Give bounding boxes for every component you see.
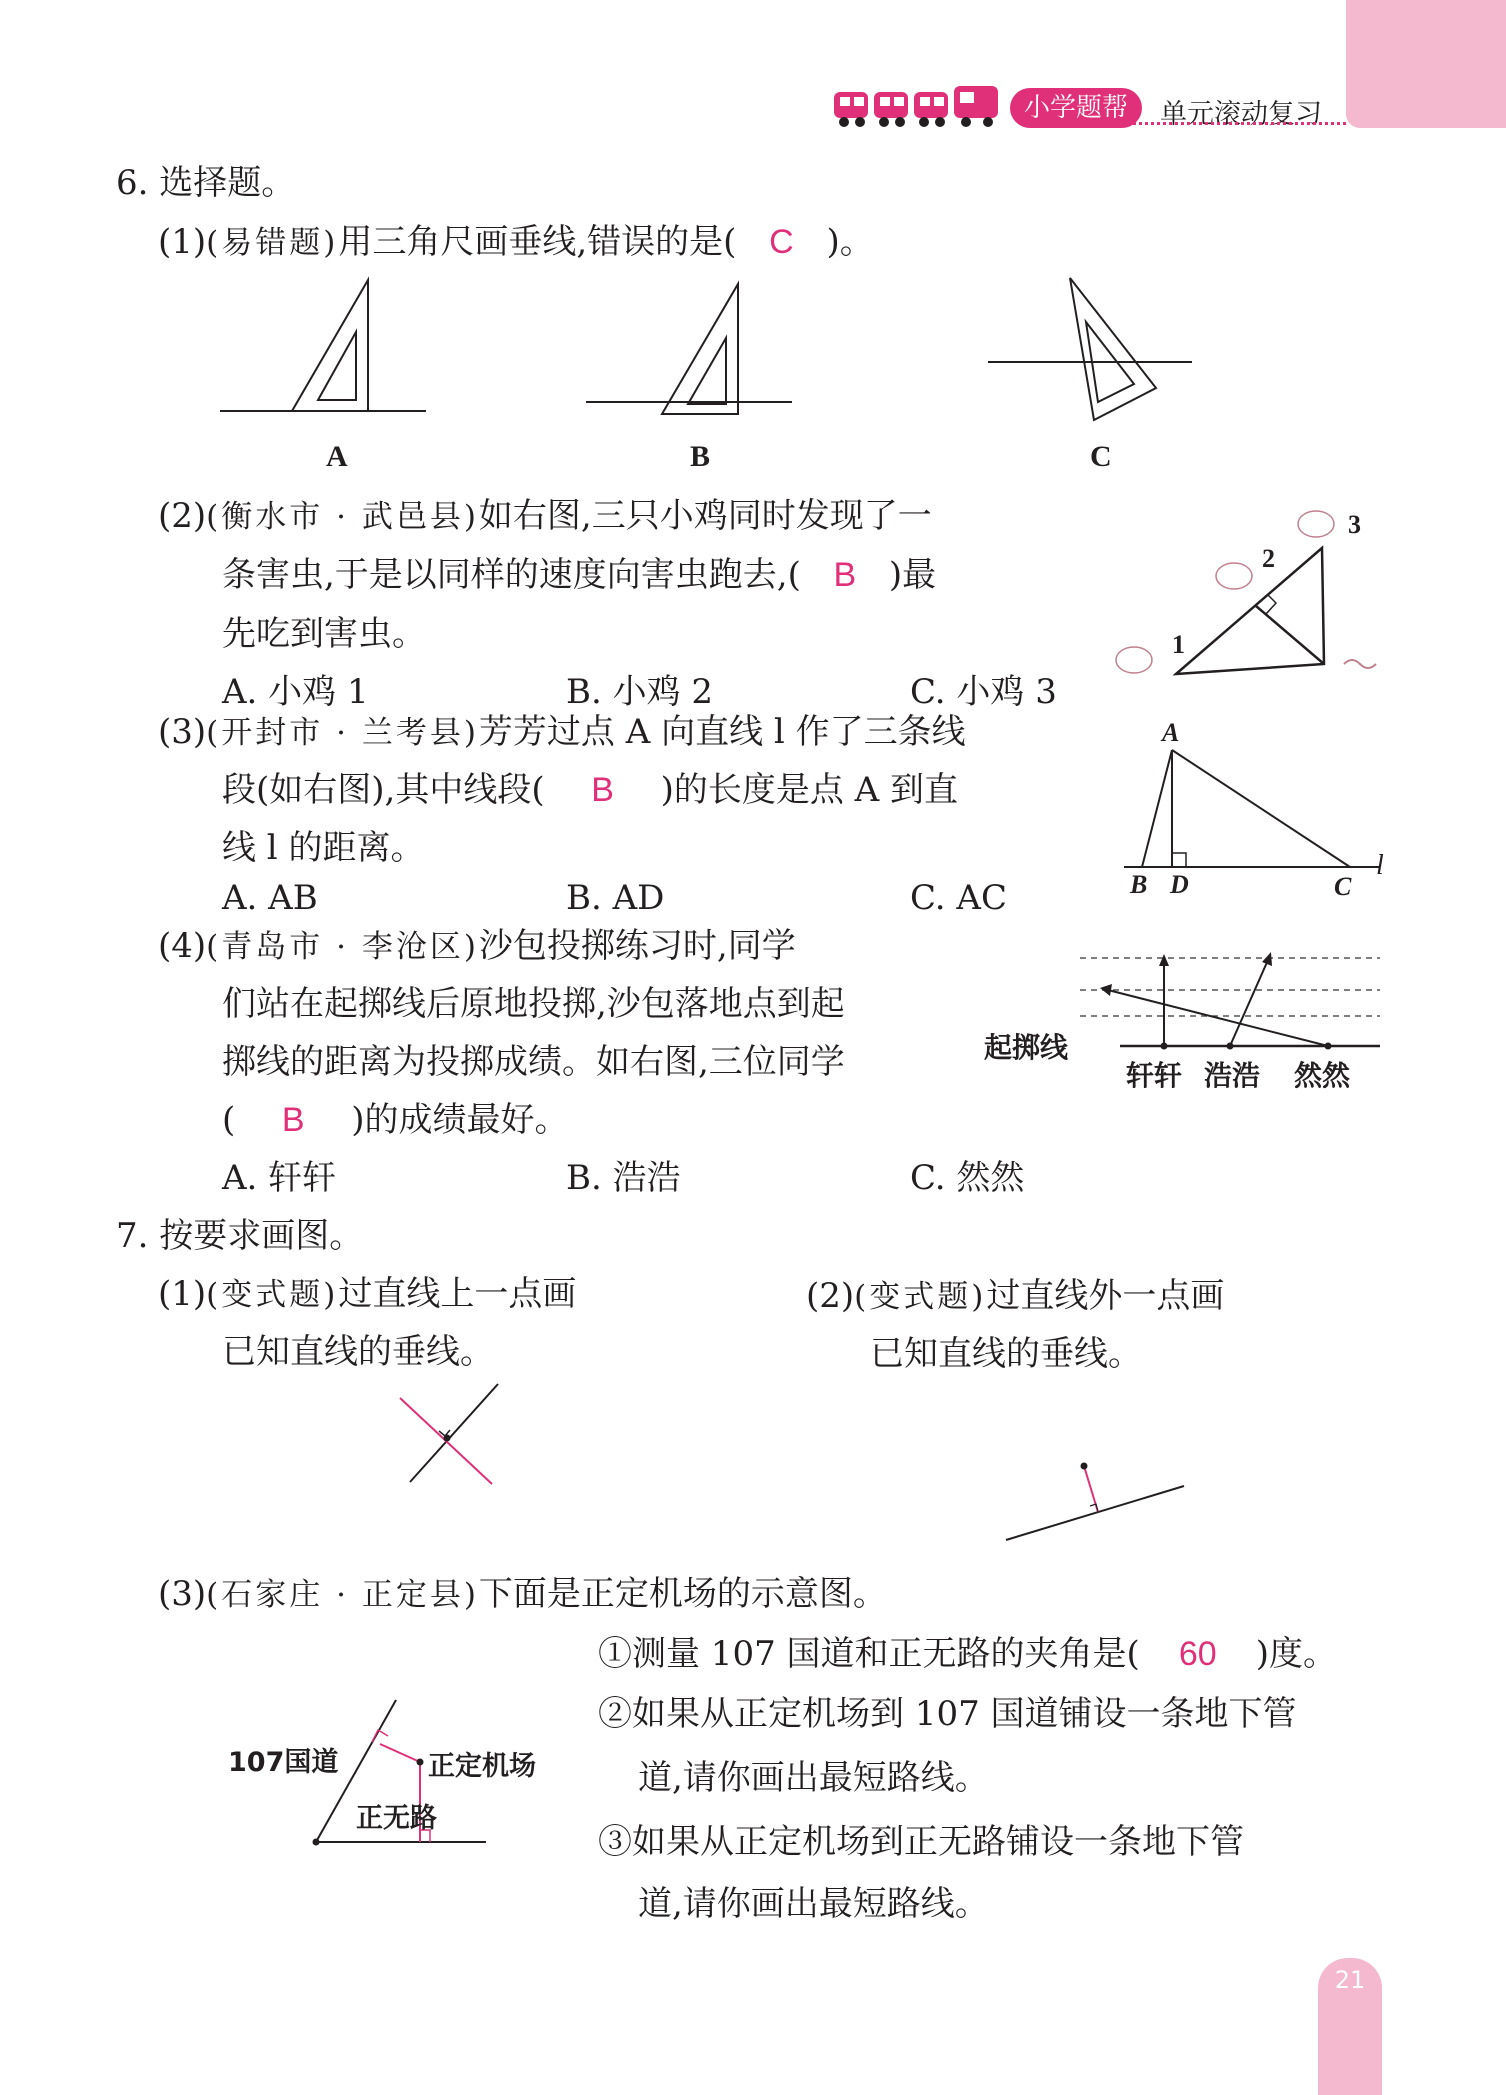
q7-title: 7. 按要求画图。 xyxy=(116,1216,364,1256)
q6-3-text-2a: 段(如右图),其中线段( xyxy=(222,770,545,810)
thrower-ranran: 然然 xyxy=(1294,1059,1351,1092)
chick-label-1: 1 xyxy=(1172,630,1185,659)
figure-label-b: B xyxy=(690,440,711,473)
q7-3-text: 下面是正定机场的示意图。 xyxy=(478,1574,887,1614)
q6-2-text-2a: 条害虫,于是以同样的速度向害虫跑去,( xyxy=(222,555,801,595)
q6-4-text-1: 沙包投掷练习时,同学 xyxy=(478,926,796,966)
throw-line-label: 起掷线 xyxy=(984,1031,1069,1064)
q6-4-option-b[interactable]: B. 浩浩 xyxy=(566,1158,681,1198)
q7-2-line2: 已知直线的垂线。 xyxy=(870,1334,1142,1374)
q6-3-text-2b: )的长度是点 A 到直 xyxy=(660,770,959,810)
q7-3-sub2-line2: 道,请你画出最短路线。 xyxy=(638,1758,989,1798)
q6-3-source: (开封市 · 兰考县) xyxy=(206,715,479,751)
q6-4-option-a[interactable]: A. 轩轩 xyxy=(222,1158,337,1198)
q6-1-text-b: )。 xyxy=(826,222,874,262)
q6-3-option-a[interactable]: A. AB xyxy=(222,878,318,918)
q7-1-line2: 已知直线的垂线。 xyxy=(222,1332,494,1372)
q6-3-text-1: 芳芳过点 A 向直线 l 作了三条线 xyxy=(478,712,966,752)
q6-4-text-4a: ( xyxy=(222,1100,236,1140)
label-route-107: 107国道 xyxy=(228,1747,339,1778)
q6-2-num: (2) xyxy=(158,496,207,536)
q6-4-text-4b: )的成绩最好。 xyxy=(351,1100,569,1140)
q7-1-source: (变式题) xyxy=(206,1277,339,1313)
perpendicular-on-line-figure xyxy=(400,1380,510,1490)
q6-4-source: (青岛市 · 李沧区) xyxy=(206,929,479,965)
q7-3-sub2-line1: ②如果从正定机场到 107 国道铺设一条地下管 xyxy=(598,1694,1297,1734)
q6-2-source: (衡水市 · 武邑县) xyxy=(206,499,479,535)
q7-3-source: (石家庄 · 正定县) xyxy=(206,1577,479,1613)
q7-3-line1 xyxy=(158,1566,887,1615)
corner-tab xyxy=(1346,0,1506,128)
q6-4-num: (4) xyxy=(158,926,207,966)
point-label-c: C xyxy=(1334,872,1352,901)
thrower-xuanxuan: 轩轩 xyxy=(1126,1059,1183,1092)
q7-1-line1 xyxy=(158,1266,576,1315)
set-square-figure-c xyxy=(988,276,1198,424)
q7-1-text-1: 过直线上一点画 xyxy=(338,1274,577,1314)
q6-2-line3: 先吃到害虫。 xyxy=(222,614,426,654)
q6-2-option-a[interactable]: A. 小鸡 1 xyxy=(222,672,369,712)
q6-3-option-c[interactable]: C. AC xyxy=(910,878,1007,918)
point-label-a: A xyxy=(1162,718,1180,747)
q6-4-line2: 们站在起掷线后原地投掷,沙包落地点到起 xyxy=(222,984,845,1024)
q6-3-num: (3) xyxy=(158,712,207,752)
q6-2-line2 xyxy=(222,547,936,596)
q6-2-option-c[interactable]: C. 小鸡 3 xyxy=(910,672,1057,712)
throwing-figure xyxy=(1080,938,1384,1058)
train-icon xyxy=(832,82,1002,130)
q6-4-answer[interactable]: B xyxy=(281,1101,305,1139)
point-label-b: B xyxy=(1130,870,1148,899)
point-label-d: D xyxy=(1170,870,1189,899)
q6-1-source: (易错题) xyxy=(206,225,339,261)
q7-2-text-1: 过直线外一点画 xyxy=(986,1276,1225,1316)
q6-4-line3: 掷线的距离为投掷成绩。如右图,三位同学 xyxy=(222,1042,845,1082)
set-square-figure-b xyxy=(586,282,796,418)
perpendicular-from-point-figure xyxy=(1004,1460,1194,1544)
q6-2-option-b[interactable]: B. 小鸡 2 xyxy=(566,672,714,712)
line-label-l: l xyxy=(1376,850,1384,881)
page-number: 21 xyxy=(1334,1966,1366,1994)
figure-label-a: A xyxy=(326,440,348,473)
q7-2-line1 xyxy=(806,1268,1224,1317)
q6-3-line3: 线 l 的距离。 xyxy=(222,828,425,868)
q6-3-line1 xyxy=(158,704,966,753)
q6-2-answer[interactable]: B xyxy=(833,556,857,594)
q7-3-sub1 xyxy=(598,1626,1337,1675)
q7-3-sub1-a: ①测量 107 国道和正无路的夹角是( xyxy=(598,1634,1140,1674)
thrower-haohao: 浩浩 xyxy=(1204,1059,1261,1092)
q7-3-sub1-b: )度。 xyxy=(1255,1634,1338,1674)
set-square-figure-a xyxy=(220,276,430,416)
label-zhengwu-road: 正无路 xyxy=(356,1803,437,1834)
q7-3-sub3-line2: 道,请你画出最短路线。 xyxy=(638,1884,989,1924)
figure-label-c: C xyxy=(1090,440,1112,473)
header-divider xyxy=(1090,122,1346,125)
q6-1-answer[interactable]: C xyxy=(769,223,794,261)
q7-3-sub1-answer[interactable]: 60 xyxy=(1178,1635,1217,1673)
q6-4-line1 xyxy=(158,918,796,967)
q6-3-line2 xyxy=(222,762,958,811)
unit-title: 单元滚动复习 xyxy=(1160,99,1322,130)
q6-3-option-b[interactable]: B. AD xyxy=(566,878,665,918)
chick-label-3: 3 xyxy=(1348,510,1361,539)
q6-4-option-c[interactable]: C. 然然 xyxy=(910,1158,1025,1198)
q6-2-line1 xyxy=(158,488,932,537)
q7-1-num: (1) xyxy=(158,1274,207,1314)
q7-2-source: (变式题) xyxy=(854,1279,987,1315)
q6-1-stem xyxy=(158,214,874,263)
q6-4-line4 xyxy=(222,1092,569,1141)
perpendicular-distance-figure xyxy=(1124,740,1384,880)
chicks-figure xyxy=(1108,500,1388,690)
q7-3-num: (3) xyxy=(158,1574,207,1614)
q6-title: 6. 选择题。 xyxy=(116,163,296,203)
brand-badge: 小学题帮 xyxy=(1010,88,1142,128)
q6-2-text-1: 如右图,三只小鸡同时发现了一 xyxy=(478,496,932,536)
label-zhengding-airport: 正定机场 xyxy=(428,1751,536,1782)
q7-3-sub3-line1: ③如果从正定机场到正无路铺设一条地下管 xyxy=(598,1822,1244,1862)
q6-2-text-2b: )最 xyxy=(888,555,937,595)
q7-2-num: (2) xyxy=(806,1276,855,1316)
q6-1-text-a: 用三角尺画垂线,错误的是( xyxy=(338,222,737,262)
chick-label-2: 2 xyxy=(1262,544,1275,573)
q6-3-answer[interactable]: B xyxy=(591,771,614,809)
q6-1-num: (1) xyxy=(158,222,207,262)
